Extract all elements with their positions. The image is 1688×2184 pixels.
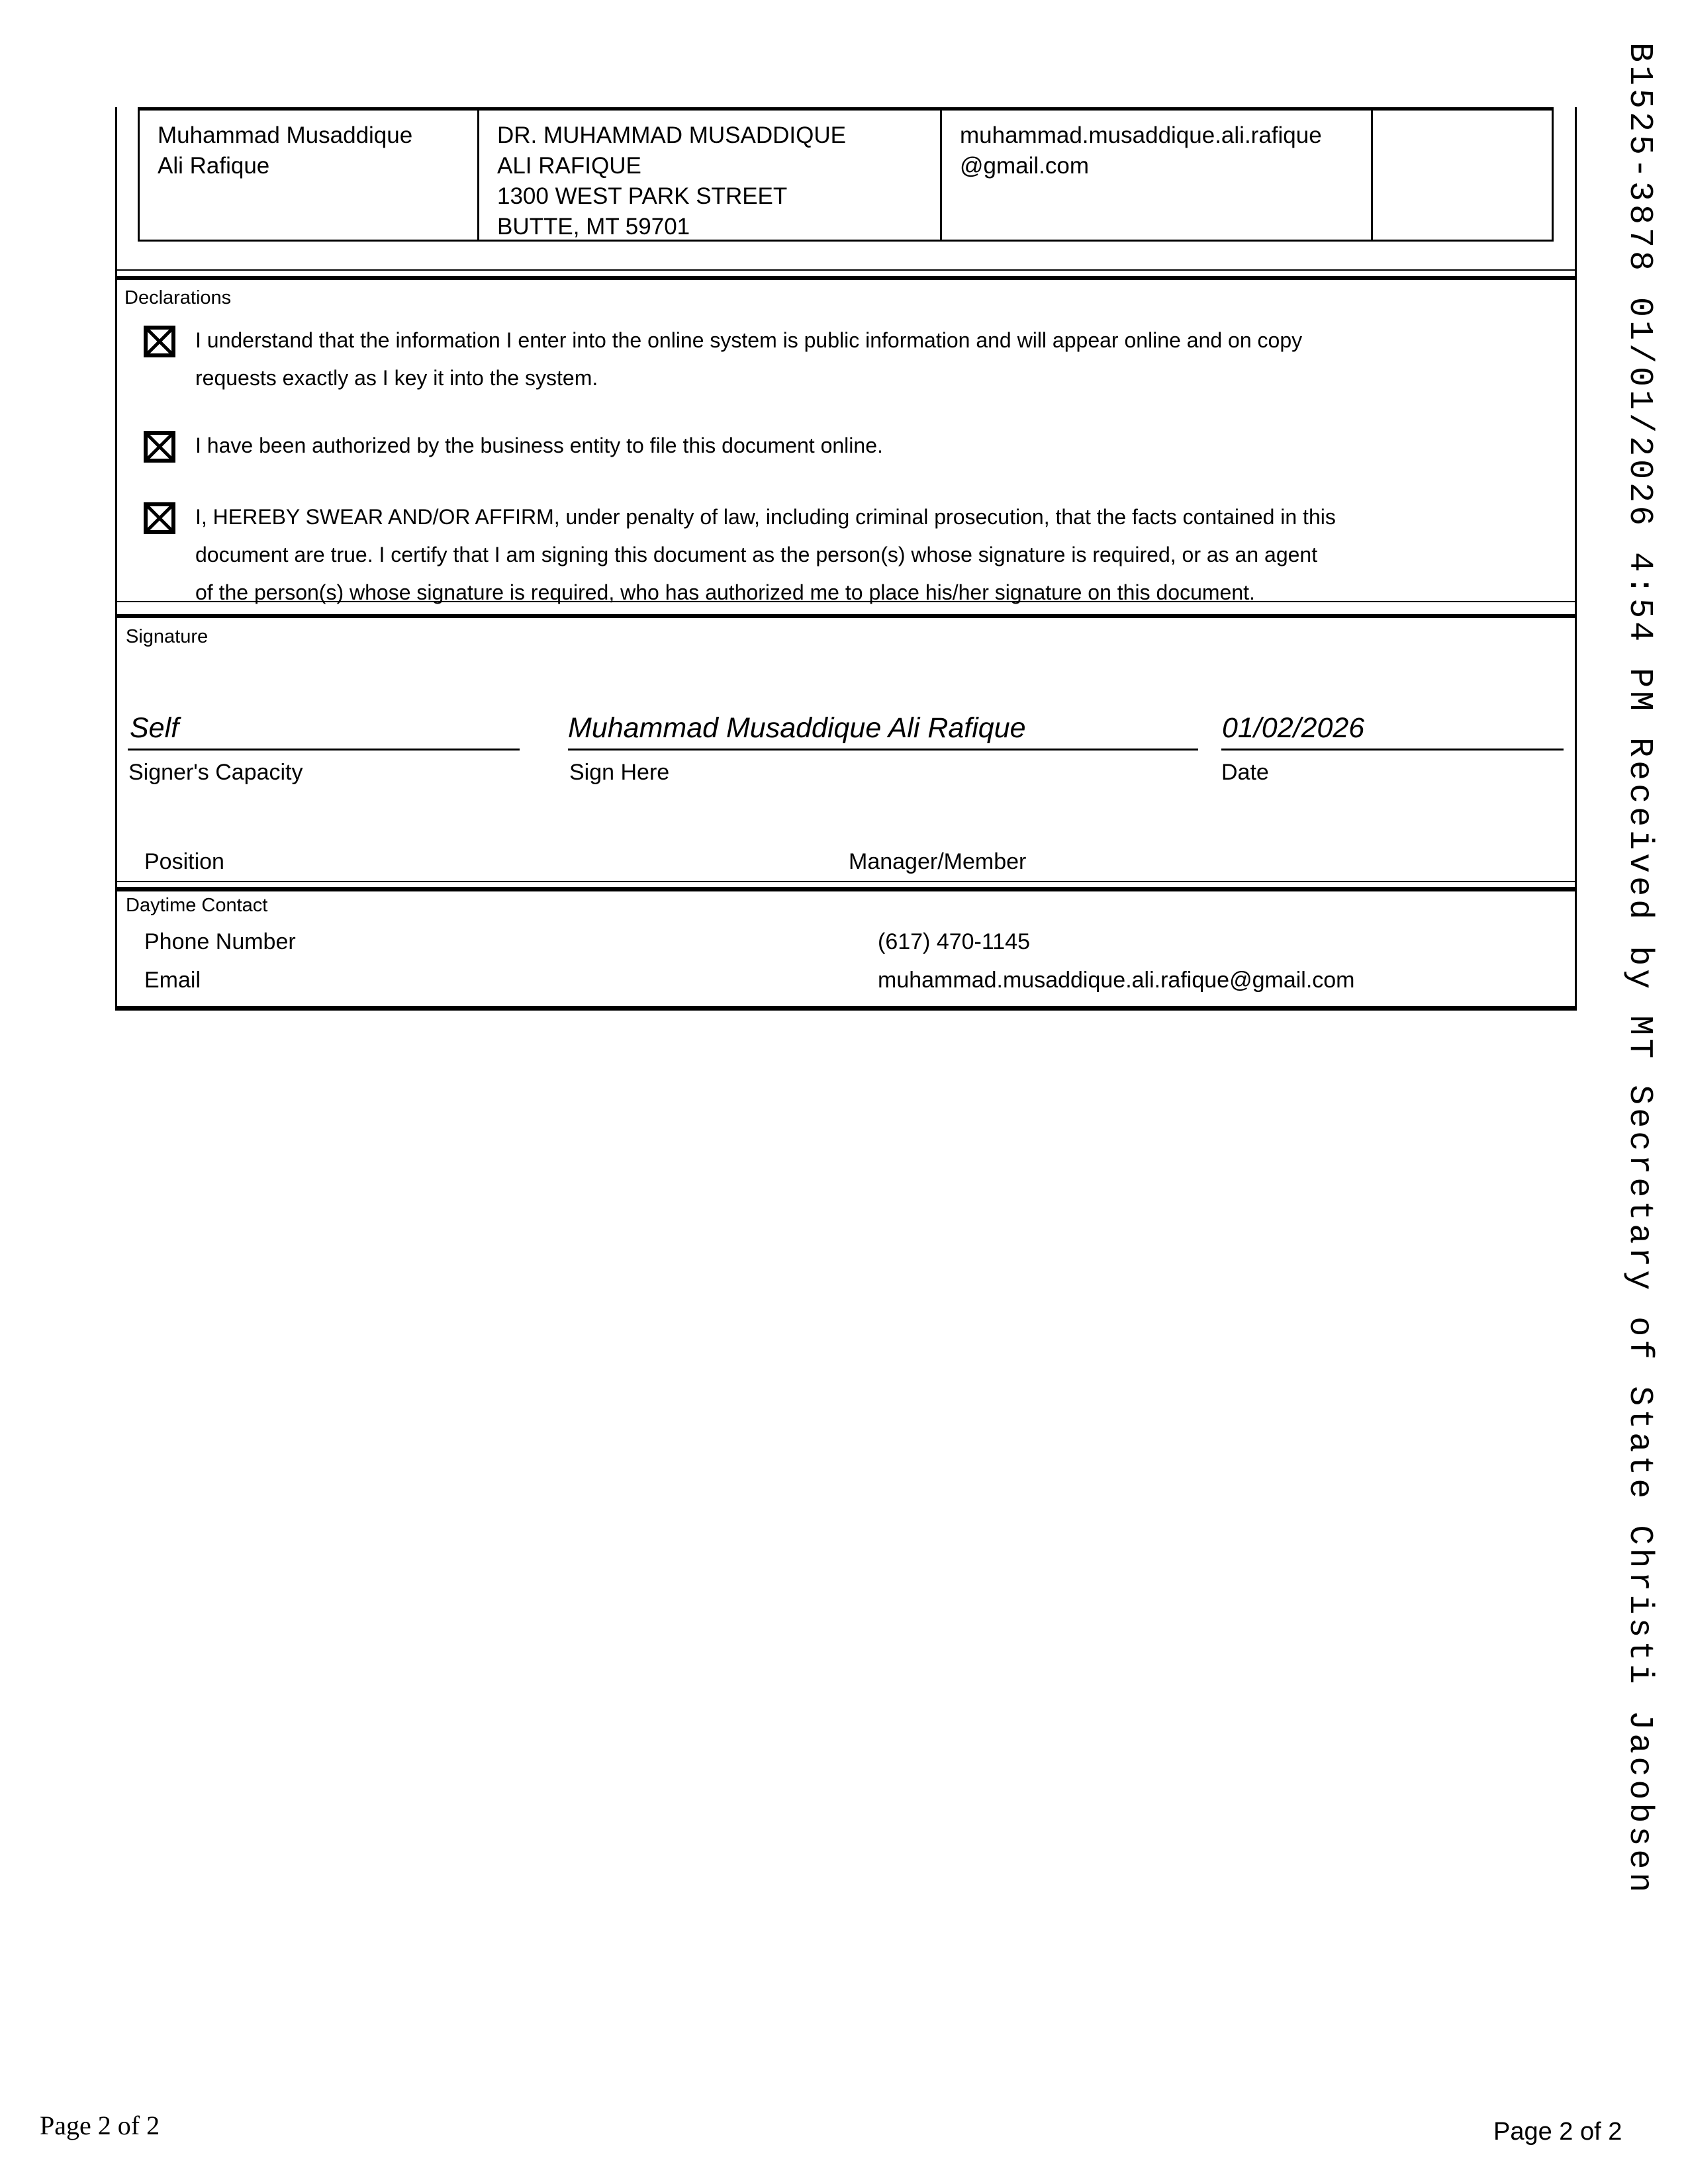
signers-capacity-label: Signer's Capacity: [128, 760, 303, 785]
position-label: Position: [144, 849, 224, 874]
signature-date-value: 01/02/2026: [1222, 712, 1365, 744]
phone-number-label: Phone Number: [144, 929, 296, 954]
divider-declarations-thin: [115, 269, 1577, 271]
main-box-bottom-border: [115, 1006, 1577, 1011]
declaration-text: I understand that the information I enter into the online system is public information and will appear online and on copy requests exactly as I key it into the system.: [195, 328, 1303, 390]
phone-number-value: (617) 470-1145: [878, 929, 1030, 954]
filer-name-line: Muhammad Musaddique: [158, 122, 413, 148]
sign-here-line: [568, 749, 1198, 751]
filer-address-line: BUTTE, MT 59701: [497, 214, 690, 240]
page-number-right: Page 2 of 2: [1493, 2118, 1622, 2146]
main-box-left-border: [115, 107, 117, 1011]
signature-value: Muhammad Musaddique Ali Rafique: [568, 712, 1026, 744]
page-number-left: Page 2 of 2: [40, 2111, 160, 2140]
filer-name-cell: [140, 111, 477, 240]
divider-daytime-thick: [115, 887, 1577, 891]
filer-email-line: @gmail.com: [960, 153, 1090, 179]
divider-signature-thick: [115, 614, 1577, 618]
checked-checkbox-icon[interactable]: [144, 326, 175, 357]
empty-cell: [1371, 111, 1552, 240]
sign-here-label: Sign Here: [569, 760, 670, 785]
date-line: [1221, 749, 1564, 751]
declarations-section-label: Declarations: [124, 287, 232, 308]
filer-email-line: muhammad.musaddique.ali.rafique: [960, 122, 1322, 148]
filer-address-cell: [477, 111, 940, 240]
declaration-text: I, HEREBY SWEAR AND/OR AFFIRM, under penalty of law, including criminal prosecution, that the facts contained in this document are true. I certify that I am signing this document as the person(s) whose signature is required, or as an agent of the person(s) whose signature is required, who has authorized me to place his/her signature on this document.: [195, 505, 1336, 604]
declaration-text: I have been authorized by the business entity to file this document online.: [195, 433, 883, 457]
daytime-contact-section-label: Daytime Contact: [126, 895, 268, 916]
filer-info-table: [138, 107, 1554, 242]
signature-section-label: Signature: [126, 626, 209, 647]
date-label: Date: [1221, 760, 1269, 785]
divider-declarations-thick: [115, 276, 1577, 280]
filer-address-line: ALI RAFIQUE: [497, 153, 641, 179]
filer-name-line: Ali Rafique: [158, 153, 270, 179]
signers-capacity-value: Self: [130, 712, 179, 744]
filer-address-line: 1300 WEST PARK STREET: [497, 183, 788, 209]
signers-capacity-line: [128, 749, 520, 751]
filer-email-cell: [940, 111, 1371, 240]
checked-checkbox-icon[interactable]: [144, 431, 175, 463]
divider-daytime-thin: [115, 881, 1577, 882]
position-value: Manager/Member: [849, 849, 1027, 874]
filing-receipt-stamp: B1525-3878 01/01/2026 4:54 PM Received by MT Secretary of State Christi Jacobsen: [1620, 42, 1658, 1896]
filer-address-line: DR. MUHAMMAD MUSADDIQUE: [497, 122, 846, 148]
email-label: Email: [144, 968, 201, 993]
main-box-right-border: [1575, 107, 1577, 1011]
email-value: muhammad.musaddique.ali.rafique@gmail.com: [878, 968, 1355, 993]
checked-checkbox-icon[interactable]: [144, 502, 175, 534]
